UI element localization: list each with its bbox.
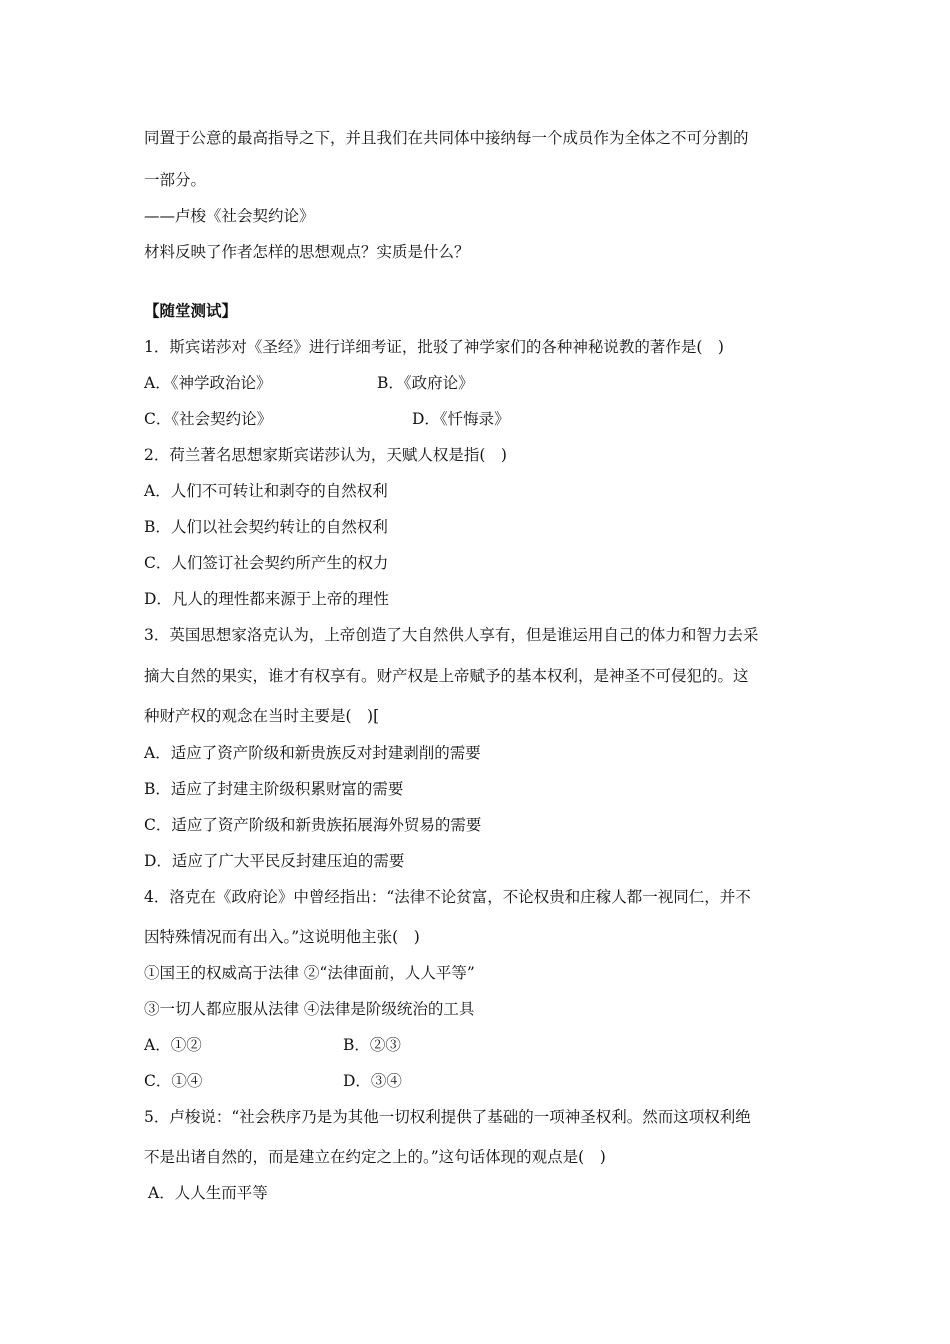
q3-option-a: A．适应了资产阶级和新贵族反对封建剥削的需要 [144,744,481,762]
q4-items-line-2: ③一切人都应服从法律 ④法律是阶级统治的工具 [144,1000,475,1018]
q2-option-d: D．凡人的理性都来源于上帝的理性 [144,590,389,608]
q4-option-c: C．①④ [144,1072,203,1090]
q1-stem: 1．斯宾诺莎对《圣经》进行详细考证，批驳了神学家们的各种神秘说教的著作是( ) [144,338,724,356]
q4-options-row-2 [144,1071,824,1091]
q4-option-b: B．②③ [343,1036,401,1054]
q2-option-a: A．人们不可转让和剥夺的自然权利 [144,482,388,500]
q1-option-b: B．《政府论》 [377,374,474,392]
intro-source: ——卢梭《社会契约论》 [144,207,315,225]
q4-option-a: A．①② [144,1036,202,1054]
q4-stem-line-2: 因特殊情况而有出入。”这说明他主张( ) [144,928,420,946]
q2-stem: 2．荷兰著名思想家斯宾诺莎认为，天赋人权是指( ) [144,446,507,464]
q2-option-b: B．人们以社会契约转让的自然权利 [144,518,388,536]
q3-option-b: B．适应了封建主阶级积累财富的需要 [144,780,404,798]
q4-items-line-1: ①国王的权威高于法律 ②“法律面前，人人平等” [144,964,475,982]
q3-option-c: C．适应了资产阶级和新贵族拓展海外贸易的需要 [144,816,482,834]
q1-options-row-2 [144,409,824,429]
q3-stem-line-2: 摘大自然的果实，谁才有权享有。财产权是上帝赋予的基本权利，是神圣不可侵犯的。这 [144,667,749,685]
intro-question: 材料反映了作者怎样的思想观点？实质是什么？ [144,243,470,261]
q2-option-c: C．人们签订社会契约所产生的权力 [144,554,389,572]
q4-options-row-1 [144,1035,824,1055]
q1-option-c: C．《社会契约论》 [144,410,273,428]
intro-line-2: 一部分。 [144,171,207,189]
q4-option-d: D．③④ [343,1072,402,1090]
q4-stem-line-1: 4．洛克在《政府论》中曾经指出：“法律不论贫富，不论权贵和庄稼人都一视同仁，并不 [144,888,751,906]
q5-option-a: A．人人生而平等 [148,1184,268,1202]
q3-stem-line-1: 3．英国思想家洛克认为，上帝创造了大自然供人享有，但是谁运用自己的体力和智力去采 [144,626,759,644]
q5-stem-line-2: 不是出诸自然的，而是建立在约定之上的。”这句话体现的观点是( ) [144,1148,606,1166]
q1-options-row-1 [144,373,824,393]
intro-line-1: 同置于公意的最高指导之下，并且我们在共同体中接纳每一个成员作为全体之不可分割的 [144,129,749,147]
q3-option-d: D．适应了广大平民反封建压迫的需要 [144,852,405,870]
q1-option-a: A．《神学政治论》 [144,374,272,392]
section-title: 【随堂测试】 [144,301,238,320]
q3-stem-line-3: 种财产权的观念在当时主要是( )[ [144,707,380,725]
q5-stem-line-1: 5．卢梭说：“社会秩序乃是为其他一切权利提供了基础的一项神圣权利。然而这项权利绝 [144,1108,751,1126]
q1-option-d: D．《忏悔录》 [412,410,510,428]
